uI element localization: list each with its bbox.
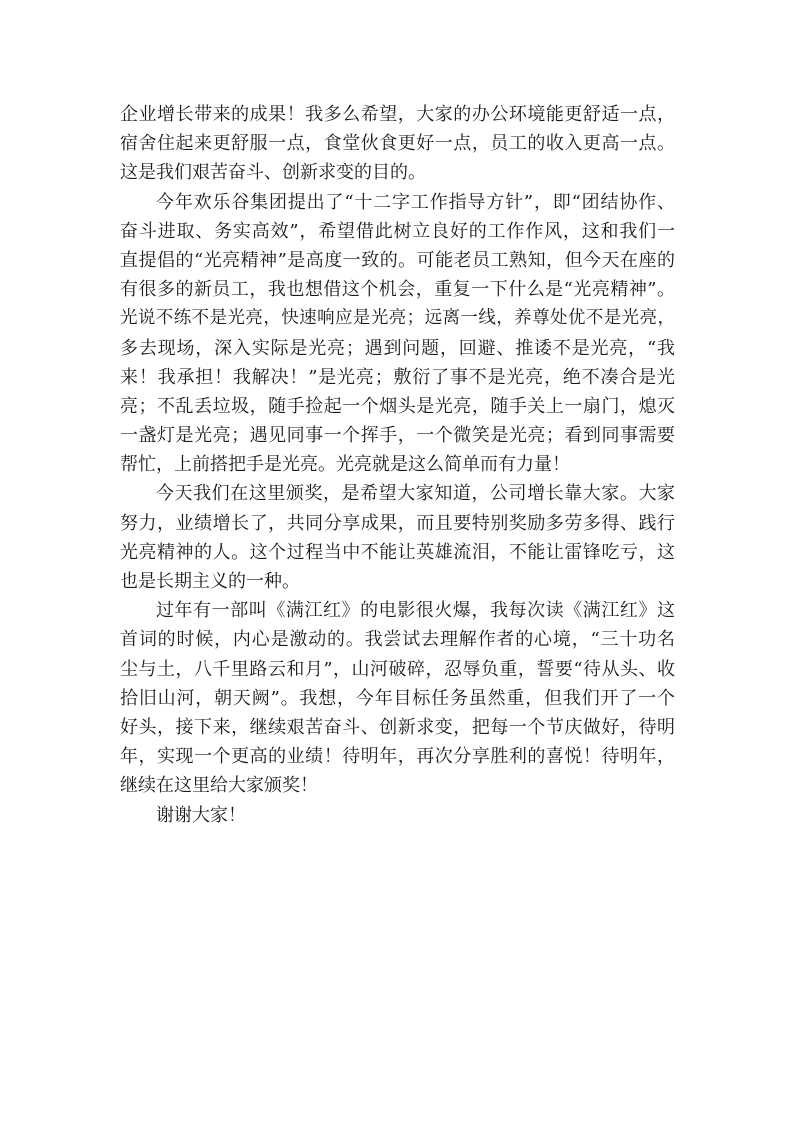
text-line: 宿舍住起来更舒服一点，食堂伙食更好一点，员工的收入更高一点。 (120, 133, 675, 155)
text-line: 一盏灯是光亮；遇见同事一个挥手，一个微笑是光亮；看到同事需要 (120, 425, 675, 447)
closing-line: 谢谢大家！ (156, 804, 246, 826)
text-line: 好头，接下来，继续艰苦奋斗、创新求变，把每一个节庆做好，待明 (120, 716, 675, 738)
text-line: 有很多的新员工，我也想借这个机会，重复一下什么是“光亮精神”。 (120, 279, 675, 301)
text-line: 拾旧山河，朝天阙”。我想，今年目标任务虽然重，但我们开了一个 (120, 687, 675, 709)
text-line: 奋斗进取、务实高效”，希望借此树立良好的工作作风，这和我们一 (120, 220, 675, 242)
text-line: 多去现场，深入实际是光亮；遇到问题，回避、推诿不是光亮，“我 (120, 337, 675, 359)
text-line: 直提倡的“光亮精神”是高度一致的。可能老员工熟知，但今天在座的 (120, 249, 675, 271)
paragraph-3 (120, 479, 675, 596)
text-line: 企业增长带来的成果！我多么希望，大家的办公环境能更舒适一点， (120, 104, 675, 125)
speech-body (120, 100, 675, 830)
paragraph-2 (120, 188, 675, 480)
text-line: 也是长期主义的一种。 (120, 571, 300, 592)
text-line: 今年欢乐谷集团提出了“十二字工作指导方针”，即“团结协作、 (156, 191, 675, 213)
text-line: 光亮精神的人。这个过程当中不能让英雄流泪，不能让雷锋吃亏，这 (120, 541, 675, 563)
text-line: 年，实现一个更高的业绩！待明年，再次分享胜利的喜悦！待明年， (120, 746, 675, 768)
paragraph-5 (120, 801, 675, 830)
text-line: 这是我们艰苦奋斗、创新求变的目的。 (120, 162, 426, 184)
text-line: 亮；不乱丢垃圾，随手捡起一个烟头是光亮，随手关上一扇门，熄灭 (120, 395, 675, 417)
paragraph-4 (120, 596, 675, 800)
text-line: 今天我们在这里颁奖，是希望大家知道，公司增长靠大家。大家 (156, 483, 675, 505)
text-line: 来！我承担！我解决！”是光亮；敷衍了事不是光亮，绝不凑合是光 (120, 366, 675, 388)
text-line: 首词的时候，内心是激动的。我尝试去理解作者的心境，“三十功名 (120, 629, 675, 651)
paragraph-1 (120, 100, 675, 188)
text-line: 光说不练不是光亮，快速响应是光亮；远离一线，养尊处优不是光亮， (120, 308, 675, 329)
text-line: 努力，业绩增长了，共同分享成果，而且要特别奖励多劳多得、践行 (120, 512, 675, 534)
text-line: 过年有一部叫《满江红》的电影很火爆，我每次读《满江红》这 (156, 600, 675, 622)
text-line: 尘与土，八千里路云和月”，山河破碎，忍辱负重，誓要“待从头、收 (120, 658, 675, 680)
text-line: 继续在这里给大家颁奖！ (120, 775, 318, 797)
text-line: 帮忙，上前搭把手是光亮。光亮就是这么简单而有力量！ (120, 454, 570, 476)
